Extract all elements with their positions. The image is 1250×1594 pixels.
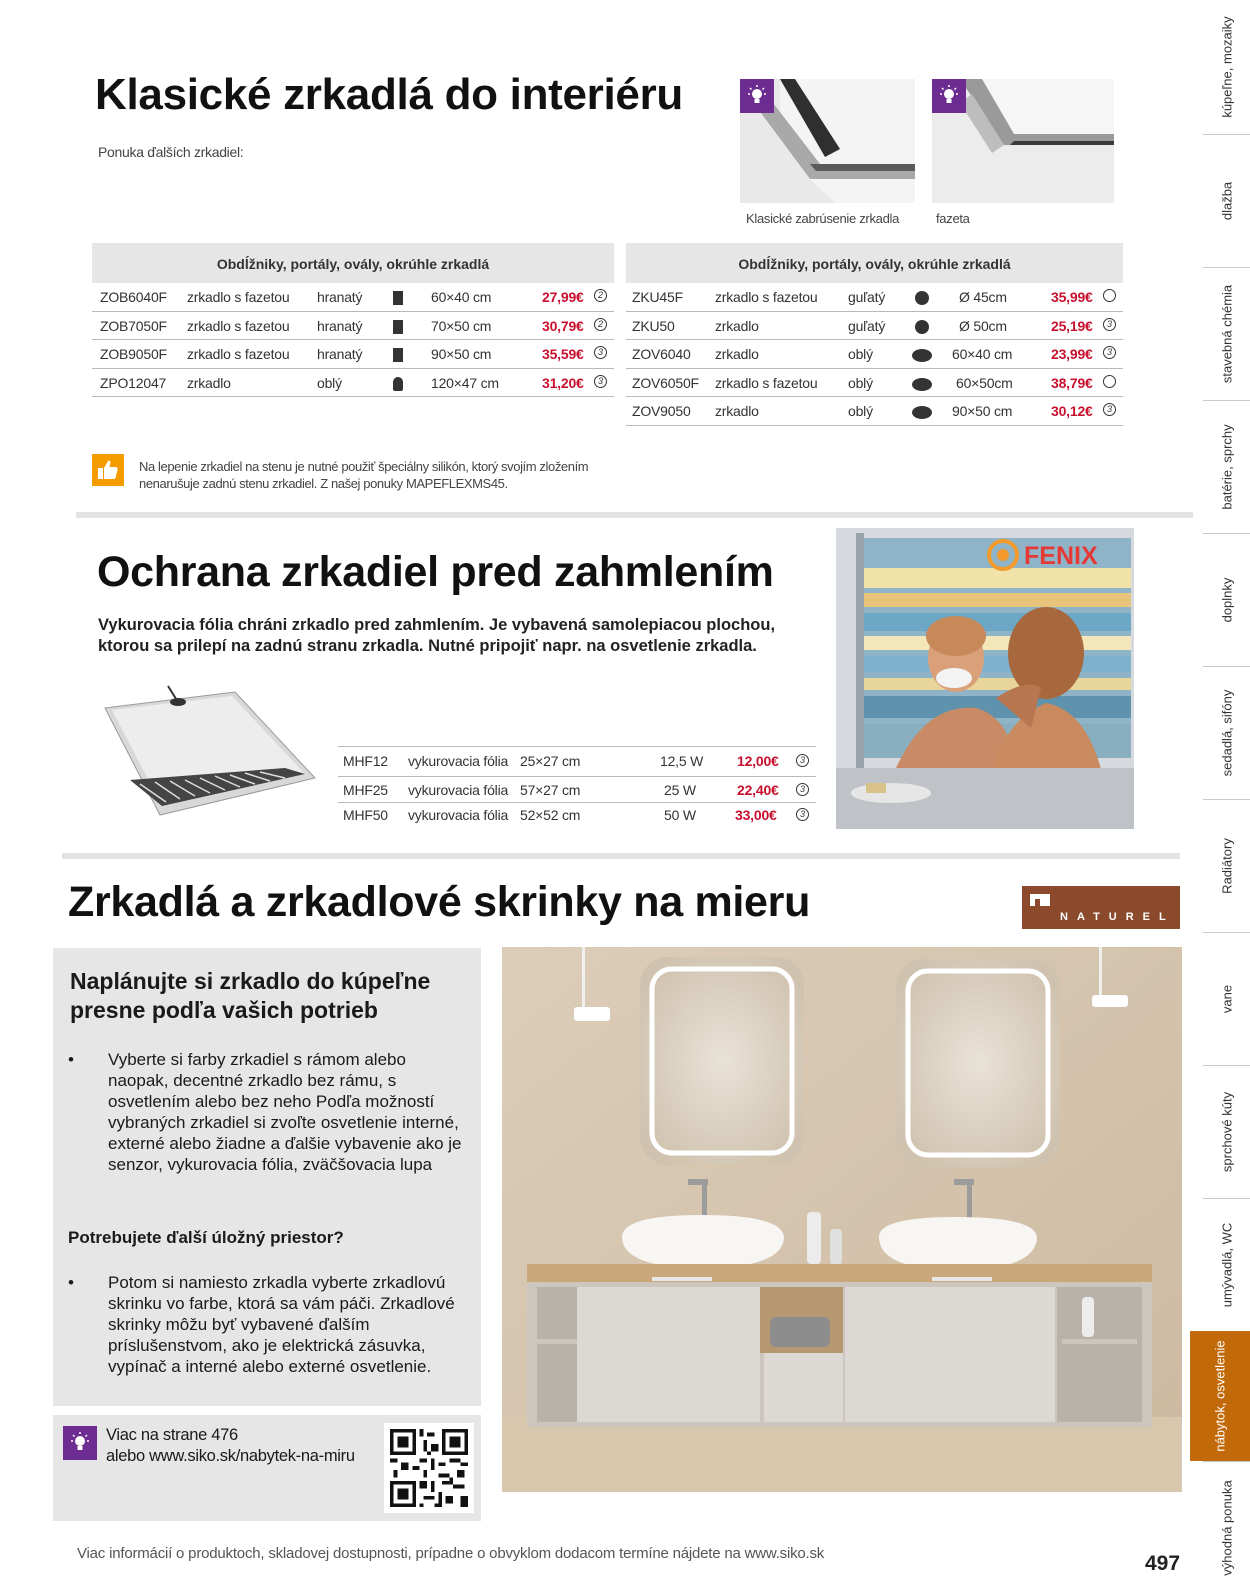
rectangle-icon (393, 320, 403, 334)
subtitle: Ponuka ďalších zrkadiel: (98, 144, 244, 160)
thumb-caption-bevel: fazeta (936, 211, 970, 226)
product-code: ZOV6040 (632, 346, 691, 362)
availability-mark: 2 (594, 289, 607, 302)
tab-kupelne-mozaiky[interactable] (1203, 0, 1250, 134)
tab-sprchove-kuty[interactable] (1203, 1065, 1250, 1198)
rectangle-icon (393, 348, 403, 362)
product-code: ZOB6040F (100, 289, 167, 305)
availability-mark: 3 (796, 783, 809, 796)
product-size: 60×40 cm (952, 346, 1013, 362)
table-row (626, 397, 1123, 426)
product-price: 22,40€ (737, 782, 779, 798)
product-name: vykurovacia fólia (408, 807, 509, 823)
availability-mark: 3 (594, 346, 607, 359)
tab-label: sedadlá, sifóny (1219, 689, 1234, 777)
table-row (92, 340, 614, 369)
product-code: ZOB7050F (100, 317, 167, 334)
availability-mark: 2 (594, 318, 607, 331)
more-info-page: Viac na strane 476 (106, 1426, 238, 1444)
tab-radiatory[interactable] (1203, 799, 1250, 932)
circle-icon (915, 291, 929, 305)
product-code: MHF50 (343, 807, 388, 823)
oval-icon (912, 349, 932, 362)
mirror-photo-child (836, 528, 1134, 829)
product-size: 60×40 cm (431, 289, 492, 305)
availability-mark: 3 (796, 808, 809, 821)
product-size: 52×52 cm (520, 807, 581, 823)
tab-vane[interactable] (1203, 932, 1250, 1065)
product-size: 90×50 cm (952, 403, 1013, 419)
availability-mark (1103, 375, 1116, 388)
tab-stavebna-chemia[interactable] (1203, 267, 1250, 400)
tab-label: nábytok, osvetlenie (1212, 1340, 1228, 1452)
tab-dlazba[interactable] (1203, 134, 1250, 267)
tab-nabytok-osvetlenie[interactable] (1190, 1331, 1250, 1461)
product-size: 120×47 cm (431, 374, 499, 391)
product-size: Ø 50cm (959, 317, 1007, 334)
product-code: MHF25 (343, 782, 388, 798)
product-price: 30,12€ (1051, 403, 1093, 419)
bullet-text: Vyberte si farby zrkadiel s rámom alebo naopak, decentné zrkadlo bez rámu, s osvetlením alebo bez neho Podľa možností vybraných zrkadiel si zvoľte osvetlenie interné, externé alebo žiadne a ďalšie vybavenie ako je senzor, vykurovacia fólia, zväčšovacia lupa (108, 1050, 462, 1174)
product-size: 25×27 cm (520, 753, 581, 769)
tab-sedadla-sifony[interactable] (1203, 666, 1250, 799)
table-row (338, 777, 816, 803)
product-shape: guľatý (848, 317, 886, 334)
table-row (626, 340, 1123, 369)
product-code: ZKU45F (632, 289, 683, 305)
antifog-lead: Vykurovacia fólia chráni zrkadlo pred zahmlením. Je vybavená samolepiacou plochou, ktorou sa prilepí na zadnú stranu zrkadla. Nutné pripojiť napr. na osvetlenie zrkadla. (98, 616, 776, 655)
product-shape: guľatý (848, 289, 886, 305)
more-info-link[interactable] (106, 1425, 376, 1467)
footer-note: Viac informácií o produktoch, skladovej dostupnosti, prípadne o obvyklom dodacom termíne nájdete na www.siko.sk (77, 1545, 825, 1562)
product-name: zrkadlo s fazetou (715, 289, 818, 305)
naturel-logo-text: NATUREL (1060, 911, 1175, 923)
product-code: ZPO12047 (100, 374, 167, 391)
planning-heading: Naplánujte si zrkadlo do kúpeľne presne podľa vašich potrieb (70, 968, 431, 1023)
thumbs-up-icon (92, 454, 124, 486)
rounded-rectangle-icon (393, 377, 403, 391)
fenix-logo: FENIX (1024, 542, 1098, 570)
bullet-dot: • (68, 1050, 74, 1069)
product-name: vykurovacia fólia (408, 782, 509, 798)
product-name: zrkadlo s fazetou (187, 346, 290, 362)
product-size: 60×50cm (956, 374, 1013, 391)
tab-label: kúpeľne, mozaiky (1219, 16, 1234, 118)
qr-code[interactable] (384, 1423, 474, 1513)
product-code: MHF12 (343, 753, 388, 769)
section-title-custom-mirrors: Zrkadlá a zrkadlové skrinky na mieru (68, 878, 811, 926)
product-name: zrkadlo (715, 346, 759, 362)
section-title-antifog: Ochrana zrkadiel pred zahmlením (97, 548, 774, 596)
availability-mark: 3 (796, 754, 809, 767)
heating-foil-table (338, 746, 816, 831)
product-name: zrkadlo s fazetou (187, 289, 290, 305)
section-divider (62, 853, 1180, 859)
heating-foil-image (100, 680, 320, 820)
mirror-table-right (626, 243, 1123, 426)
product-price: 35,99€ (1051, 289, 1093, 305)
product-price: 35,59€ (542, 346, 584, 362)
thumb-classic-edge (740, 79, 915, 203)
product-code: ZOV9050 (632, 403, 691, 419)
product-name: zrkadlo (187, 374, 231, 391)
product-shape: hranatý (317, 317, 363, 334)
light-bulb-icon (63, 1426, 97, 1460)
circle-icon (915, 320, 929, 334)
product-power: 25 W (664, 782, 696, 798)
table-row (626, 283, 1123, 312)
tab-label: batérie, sprchy (1219, 424, 1234, 510)
product-code: ZOV6050F (632, 374, 699, 391)
product-name: zrkadlo s fazetou (187, 317, 290, 334)
more-info-url[interactable]: alebo www.siko.sk/nabytek-na-miru (106, 1447, 355, 1465)
availability-mark: 3 (1103, 318, 1116, 331)
product-shape: hranatý (317, 346, 363, 362)
tab-umyvadla-wc[interactable] (1203, 1198, 1250, 1331)
product-code: ZOB9050F (100, 346, 167, 362)
tab-baterie-sprchy[interactable] (1203, 400, 1250, 533)
product-price: 33,00€ (735, 807, 777, 823)
table-header: Obdĺžniky, portály, ovály, okrúhle zrkadlá (92, 243, 614, 283)
table-row (626, 369, 1123, 398)
product-price: 23,99€ (1051, 346, 1093, 362)
product-shape: oblý (848, 374, 873, 391)
bullet-list-cabinets (68, 1272, 478, 1382)
product-name: zrkadlo (715, 317, 759, 334)
tab-vyhodna-ponuka[interactable] (1203, 1461, 1250, 1594)
bullet-dot: • (68, 1273, 74, 1292)
product-size: 70×50 cm (431, 317, 492, 334)
tab-label: sprchové kúty (1219, 1091, 1234, 1173)
product-size: 57×27 cm (520, 782, 581, 798)
page-number: 497 (1145, 1552, 1181, 1575)
oval-icon (912, 406, 932, 419)
product-shape: oblý (848, 346, 873, 362)
product-shape: oblý (317, 374, 342, 391)
storage-question: Potrebujete ďalší úložný priestor? (68, 1228, 344, 1247)
availability-mark: 3 (1103, 346, 1116, 359)
product-name: vykurovacia fólia (408, 753, 509, 769)
light-bulb-icon (740, 79, 774, 113)
product-power: 12,5 W (660, 753, 704, 769)
availability-mark: 3 (594, 375, 607, 388)
product-shape: hranatý (317, 289, 363, 305)
product-size: Ø 45cm (959, 289, 1007, 305)
bathroom-photo (502, 947, 1182, 1492)
product-price: 31,20€ (542, 374, 584, 391)
tab-label: vane (1219, 984, 1234, 1014)
availability-mark: 3 (1103, 403, 1116, 416)
product-name: zrkadlo (715, 403, 759, 419)
tab-label: výhodná ponuka (1219, 1480, 1234, 1576)
thumb-caption-classic: Klasické zabrúsenie zrkadla (746, 211, 900, 226)
side-tabs (1203, 0, 1250, 1594)
rectangle-icon (393, 291, 403, 305)
product-price: 27,99€ (542, 289, 584, 305)
mirror-table-left (92, 243, 614, 397)
tab-label: umývadlá, WC (1219, 1222, 1234, 1308)
product-code: ZKU50 (632, 317, 675, 334)
table-row (92, 369, 614, 398)
section-divider (76, 512, 1193, 518)
product-shape: oblý (848, 403, 873, 419)
tab-label: doplnky (1219, 577, 1234, 623)
table-row (338, 747, 816, 777)
thumb-bevel (932, 79, 1114, 203)
table-row (626, 312, 1123, 341)
bullet-text: Potom si namiesto zrkadla vyberte zrkadlovú skrinku vo farbe, ktorá sa vám páči. Zrkadlové skrinky môžu byť vybavené ďalším príslušenstvom, ako je elektrická zásuvka, vypínač a interné alebo externé osvetlenie. (108, 1273, 455, 1376)
product-power: 50 W (664, 807, 696, 823)
glue-note: Na lepenie zrkadiel na stenu je nutné použiť špeciálny silikón, ktorý svojím zložením nenarušuje zadnú stenu zrkadiel. Z našej ponuky MAPEFLEXMS45. (139, 459, 589, 491)
product-size: 90×50 cm (431, 346, 492, 362)
product-price: 38,79€ (1051, 374, 1093, 391)
table-row (92, 283, 614, 312)
table-row (338, 803, 816, 831)
table-header: Obdĺžniky, portály, ovály, okrúhle zrkadlá (626, 243, 1123, 283)
bullet-list-mirrors (68, 1049, 478, 1199)
availability-mark (1103, 289, 1116, 302)
tab-label: stavebná chémia (1219, 284, 1234, 384)
oval-icon (912, 378, 932, 391)
product-name: zrkadlo s fazetou (715, 374, 818, 391)
product-price: 25,19€ (1051, 317, 1093, 334)
tab-label: dlažba (1219, 181, 1234, 221)
naturel-logo (1022, 886, 1180, 929)
page-title: Klasické zrkadlá do interiéru (95, 70, 683, 119)
light-bulb-icon (932, 79, 966, 113)
product-price: 12,00€ (737, 753, 779, 769)
table-row (92, 312, 614, 341)
tab-doplnky[interactable] (1203, 533, 1250, 666)
tab-label: Radiátory (1219, 838, 1234, 894)
product-price: 30,79€ (542, 317, 584, 334)
